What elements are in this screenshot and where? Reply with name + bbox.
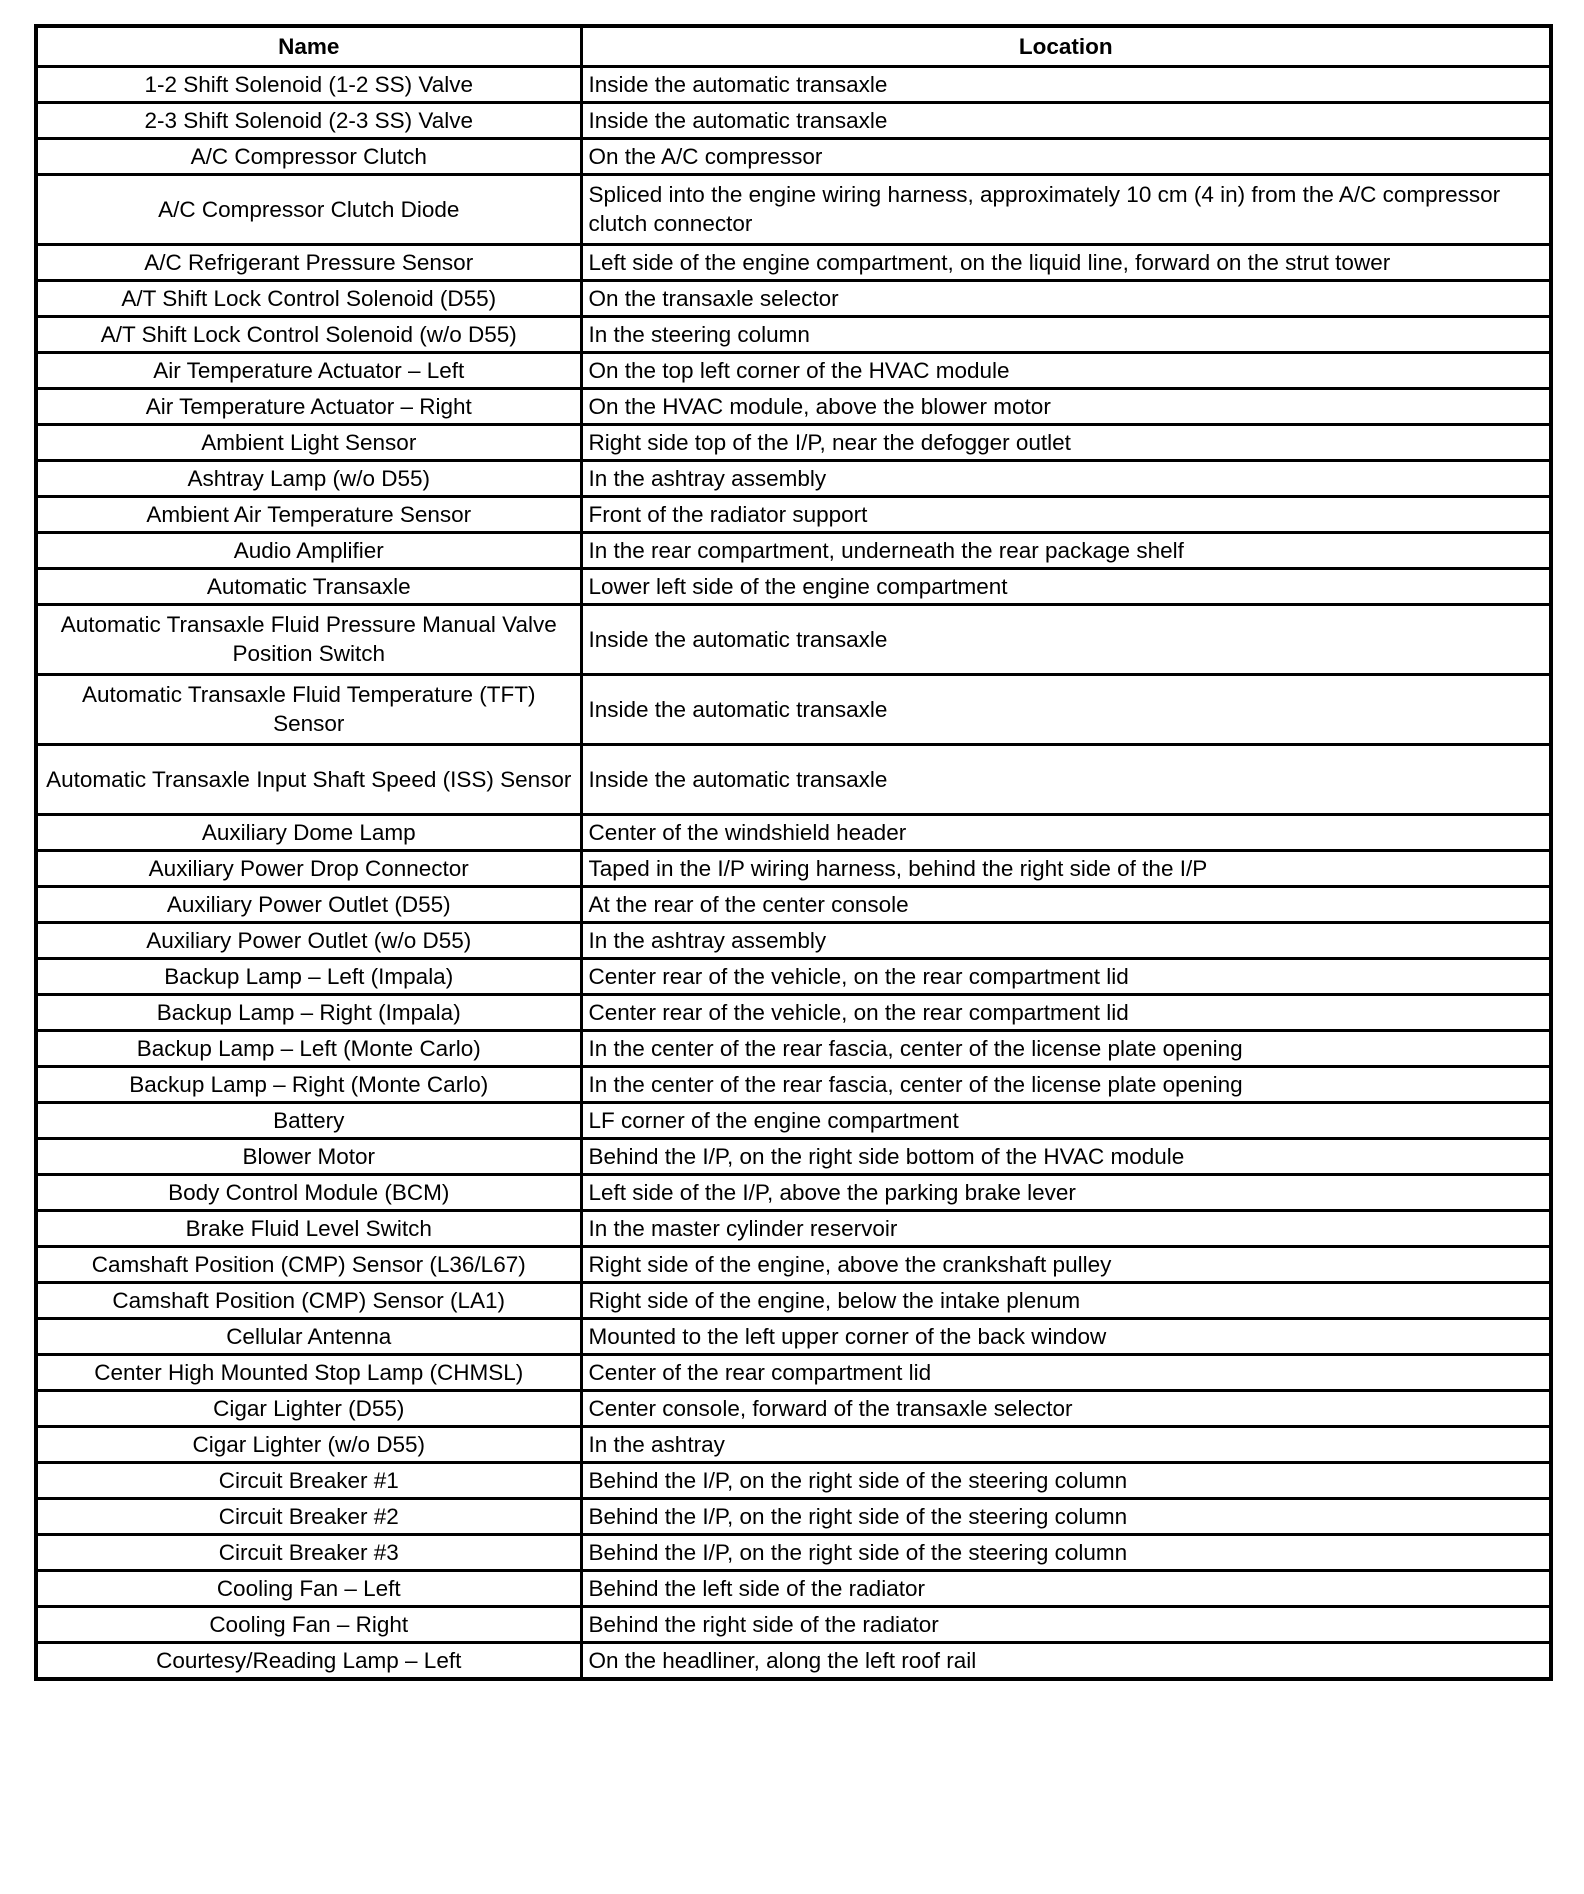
component-location-cell: Right side of the engine, below the intake plenum (581, 1282, 1551, 1318)
component-location-cell: Center rear of the vehicle, on the rear compartment lid (581, 994, 1551, 1030)
component-location-cell: Front of the radiator support (581, 496, 1551, 532)
component-name-cell: Backup Lamp – Left (Monte Carlo) (36, 1030, 581, 1066)
component-location-cell: Behind the left side of the radiator (581, 1570, 1551, 1606)
component-location-cell: On the transaxle selector (581, 280, 1551, 316)
component-name-cell: Auxiliary Power Outlet (D55) (36, 886, 581, 922)
table-row (36, 1282, 1551, 1318)
table-row (36, 280, 1551, 316)
component-location-cell: In the rear compartment, underneath the rear package shelf (581, 532, 1551, 568)
component-name-cell: Courtesy/Reading Lamp – Left (36, 1642, 581, 1679)
table-row (36, 568, 1551, 604)
component-name-cell: Cigar Lighter (D55) (36, 1390, 581, 1426)
table-row (36, 886, 1551, 922)
table-row (36, 1606, 1551, 1642)
component-location-cell: On the top left corner of the HVAC module (581, 352, 1551, 388)
component-location-cell: LF corner of the engine compartment (581, 1102, 1551, 1138)
component-name-cell: Cellular Antenna (36, 1318, 581, 1354)
component-name-cell: Ambient Air Temperature Sensor (36, 496, 581, 532)
table-row (36, 388, 1551, 424)
component-name-cell: Cigar Lighter (w/o D55) (36, 1426, 581, 1462)
component-name-cell: Air Temperature Actuator – Left (36, 352, 581, 388)
component-name-cell: A/T Shift Lock Control Solenoid (D55) (36, 280, 581, 316)
table-row (36, 1030, 1551, 1066)
component-name-cell: 1-2 Shift Solenoid (1-2 SS) Valve (36, 66, 581, 102)
component-name-cell: Center High Mounted Stop Lamp (CHMSL) (36, 1354, 581, 1390)
component-location-cell: In the ashtray assembly (581, 460, 1551, 496)
component-location-cell: In the ashtray assembly (581, 922, 1551, 958)
component-location-cell: In the center of the rear fascia, center of the license plate opening (581, 1030, 1551, 1066)
component-location-cell: Behind the I/P, on the right side of the steering column (581, 1498, 1551, 1534)
table-row (36, 424, 1551, 460)
component-location-table (34, 24, 1553, 1681)
table-row (36, 1462, 1551, 1498)
table-row (36, 604, 1551, 674)
table-row (36, 814, 1551, 850)
component-name-cell: Camshaft Position (CMP) Sensor (L36/L67) (36, 1246, 581, 1282)
table-header-row (36, 26, 1551, 66)
header-location: Location (581, 26, 1551, 66)
component-location-cell: Behind the I/P, on the right side of the steering column (581, 1534, 1551, 1570)
component-name-cell: Circuit Breaker #3 (36, 1534, 581, 1570)
table-row (36, 922, 1551, 958)
table-row (36, 174, 1551, 244)
component-name-cell: Camshaft Position (CMP) Sensor (LA1) (36, 1282, 581, 1318)
table-row (36, 674, 1551, 744)
table-row (36, 744, 1551, 814)
component-name-cell: Body Control Module (BCM) (36, 1174, 581, 1210)
table-row (36, 1642, 1551, 1679)
table-row (36, 316, 1551, 352)
component-location-cell: Behind the I/P, on the right side of the steering column (581, 1462, 1551, 1498)
component-name-cell: Automatic Transaxle (36, 568, 581, 604)
component-location-cell: In the steering column (581, 316, 1551, 352)
table-row (36, 496, 1551, 532)
table-row (36, 460, 1551, 496)
table-row (36, 1174, 1551, 1210)
table-row (36, 1498, 1551, 1534)
component-location-cell: Right side top of the I/P, near the defogger outlet (581, 424, 1551, 460)
table-row (36, 66, 1551, 102)
component-name-cell: A/C Refrigerant Pressure Sensor (36, 244, 581, 280)
component-location-cell: Lower left side of the engine compartment (581, 568, 1551, 604)
component-location-cell: In the master cylinder reservoir (581, 1210, 1551, 1246)
header-name: Name (36, 26, 581, 66)
table-row (36, 1246, 1551, 1282)
component-name-cell: 2-3 Shift Solenoid (2-3 SS) Valve (36, 102, 581, 138)
component-name-cell: Cooling Fan – Left (36, 1570, 581, 1606)
component-name-cell: Automatic Transaxle Input Shaft Speed (ISS) Sensor (36, 744, 581, 814)
component-location-cell: Center of the windshield header (581, 814, 1551, 850)
component-location-cell: Behind the right side of the radiator (581, 1606, 1551, 1642)
component-location-cell: Inside the automatic transaxle (581, 674, 1551, 744)
component-location-cell: On the HVAC module, above the blower motor (581, 388, 1551, 424)
table-row (36, 102, 1551, 138)
table-row (36, 1102, 1551, 1138)
table-row (36, 1390, 1551, 1426)
component-name-cell: Backup Lamp – Left (Impala) (36, 958, 581, 994)
table-row (36, 1066, 1551, 1102)
component-location-cell: On the A/C compressor (581, 138, 1551, 174)
component-name-cell: A/C Compressor Clutch Diode (36, 174, 581, 244)
component-name-cell: Auxiliary Power Drop Connector (36, 850, 581, 886)
component-name-cell: Automatic Transaxle Fluid Temperature (TFT) Sensor (36, 674, 581, 744)
component-name-cell: Auxiliary Power Outlet (w/o D55) (36, 922, 581, 958)
component-location-cell: Inside the automatic transaxle (581, 102, 1551, 138)
component-location-cell: Behind the I/P, on the right side bottom of the HVAC module (581, 1138, 1551, 1174)
component-location-cell: Taped in the I/P wiring harness, behind the right side of the I/P (581, 850, 1551, 886)
component-name-cell: Auxiliary Dome Lamp (36, 814, 581, 850)
table-row (36, 352, 1551, 388)
component-name-cell: Blower Motor (36, 1138, 581, 1174)
table-row (36, 1318, 1551, 1354)
component-location-cell: Inside the automatic transaxle (581, 66, 1551, 102)
component-location-cell: Inside the automatic transaxle (581, 744, 1551, 814)
component-location-cell: In the center of the rear fascia, center of the license plate opening (581, 1066, 1551, 1102)
component-location-cell: Left side of the I/P, above the parking brake lever (581, 1174, 1551, 1210)
table-row (36, 138, 1551, 174)
table-row (36, 850, 1551, 886)
component-location-cell: Center rear of the vehicle, on the rear compartment lid (581, 958, 1551, 994)
table-row (36, 1426, 1551, 1462)
component-name-cell: Air Temperature Actuator – Right (36, 388, 581, 424)
component-name-cell: Battery (36, 1102, 581, 1138)
component-name-cell: Backup Lamp – Right (Impala) (36, 994, 581, 1030)
component-name-cell: Cooling Fan – Right (36, 1606, 581, 1642)
component-name-cell: A/C Compressor Clutch (36, 138, 581, 174)
table-row (36, 1354, 1551, 1390)
table-row (36, 994, 1551, 1030)
table-row (36, 958, 1551, 994)
table-row (36, 1534, 1551, 1570)
component-location-cell: Mounted to the left upper corner of the back window (581, 1318, 1551, 1354)
component-name-cell: Brake Fluid Level Switch (36, 1210, 581, 1246)
component-location-cell: Left side of the engine compartment, on the liquid line, forward on the strut tower (581, 244, 1551, 280)
component-location-cell: Center of the rear compartment lid (581, 1354, 1551, 1390)
component-location-cell: Inside the automatic transaxle (581, 604, 1551, 674)
table-row (36, 532, 1551, 568)
component-name-cell: Circuit Breaker #2 (36, 1498, 581, 1534)
component-name-cell: Backup Lamp – Right (Monte Carlo) (36, 1066, 581, 1102)
component-location-cell: On the headliner, along the left roof rail (581, 1642, 1551, 1679)
component-location-cell: At the rear of the center console (581, 886, 1551, 922)
table-body (36, 66, 1551, 1679)
component-name-cell: A/T Shift Lock Control Solenoid (w/o D55) (36, 316, 581, 352)
table-row (36, 1138, 1551, 1174)
table-row (36, 244, 1551, 280)
component-location-cell: Center console, forward of the transaxle selector (581, 1390, 1551, 1426)
table-row (36, 1570, 1551, 1606)
component-name-cell: Ashtray Lamp (w/o D55) (36, 460, 581, 496)
component-location-cell: Spliced into the engine wiring harness, approximately 10 cm (4 in) from the A/C compressor clutch connector (581, 174, 1551, 244)
component-name-cell: Circuit Breaker #1 (36, 1462, 581, 1498)
component-location-cell: In the ashtray (581, 1426, 1551, 1462)
component-location-cell: Right side of the engine, above the crankshaft pulley (581, 1246, 1551, 1282)
component-name-cell: Automatic Transaxle Fluid Pressure Manual Valve Position Switch (36, 604, 581, 674)
component-name-cell: Ambient Light Sensor (36, 424, 581, 460)
component-name-cell: Audio Amplifier (36, 532, 581, 568)
table-row (36, 1210, 1551, 1246)
